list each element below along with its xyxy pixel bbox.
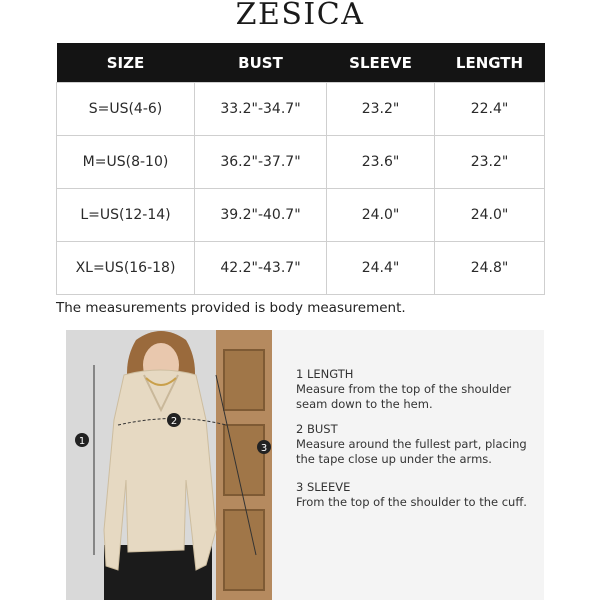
measurement-guide (272, 330, 544, 600)
measurement-note: The measurements provided is body measurement. (56, 300, 406, 316)
table-row (57, 242, 545, 295)
header-length: LENGTH (435, 43, 545, 83)
size-cell: S=US(4-6) (57, 83, 195, 136)
table-row (57, 189, 545, 242)
sleeve-cell: 23.2" (327, 83, 435, 136)
bust-cell: 36.2"-37.7" (195, 136, 327, 189)
size-cell: L=US(12-14) (57, 189, 195, 242)
sweater (104, 370, 216, 570)
bust-instruction (296, 422, 544, 467)
length-cell: 24.0" (435, 189, 545, 242)
bust-cell: 42.2"-43.7" (195, 242, 327, 295)
sleeve-cell: 24.0" (327, 189, 435, 242)
sleeve-instruction (296, 480, 527, 510)
length-instruction (296, 367, 544, 412)
bust-text: Measure around the fullest part, placing the tape close up under the arms. (296, 437, 527, 466)
sleeve-cell: 24.4" (327, 242, 435, 295)
table-row (57, 136, 545, 189)
bust-title: 2 BUST (296, 422, 338, 436)
model-illustration (66, 330, 272, 600)
table-row (57, 83, 545, 136)
header-size: SIZE (57, 43, 195, 83)
length-cell: 24.8" (435, 242, 545, 295)
length-text: Measure from the top of the shoulder seam down to the hem. (296, 382, 512, 411)
bust-cell: 33.2"-34.7" (195, 83, 327, 136)
marker-1-label: 1 (78, 436, 86, 447)
header-sleeve: SLEEVE (327, 43, 435, 83)
brand-logo: ZESICA (235, 0, 365, 32)
bust-cell: 39.2"-40.7" (195, 189, 327, 242)
length-title: 1 LENGTH (296, 367, 354, 381)
size-cell: XL=US(16-18) (57, 242, 195, 295)
length-cell: 23.2" (435, 136, 545, 189)
sleeve-cell: 23.6" (327, 136, 435, 189)
sleeve-text: From the top of the shoulder to the cuff. (296, 495, 527, 509)
marker-3-label: 3 (260, 443, 268, 454)
header-bust: BUST (195, 43, 327, 83)
table-header-row (57, 43, 545, 83)
marker-2-label: 2 (170, 416, 178, 427)
size-cell: M=US(8-10) (57, 136, 195, 189)
length-cell: 22.4" (435, 83, 545, 136)
sleeve-title: 3 SLEEVE (296, 480, 351, 494)
size-chart-table (56, 43, 545, 295)
model-photo (66, 330, 272, 600)
